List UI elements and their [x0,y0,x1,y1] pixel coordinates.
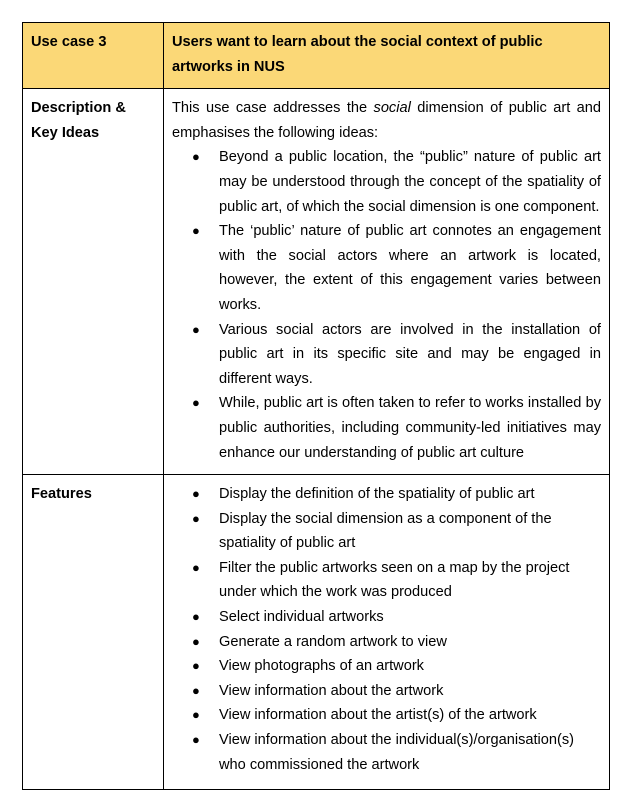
key-idea-text: While, public art is often taken to refer to works installed by public authorities, including community-led initiatives may enhance our understanding of public art culture [219,395,601,461]
bullet-icon: ● [192,486,200,502]
list-item [192,482,601,507]
feature-text: Select individual artworks [219,609,384,626]
description-intro [172,96,601,145]
key-idea-text: The ‘public’ nature of public art connotes an engagement with the social actors where an artwork is located, however, the extent of this engagement varies between works. [219,223,601,313]
list-item [192,679,601,704]
feature-text: View photographs of an artwork [219,658,424,675]
bullet-icon: ● [192,223,200,239]
list-item [192,391,601,465]
intro-italic-word: social [373,100,411,117]
description-content [164,89,610,475]
list-item [192,654,601,679]
use-case-number: Use case 3 [23,23,164,89]
description-label: Description & Key Ideas [23,89,164,475]
features-list [172,482,601,777]
intro-text-after: dimension of public art and emphasises the following ideas: [172,100,601,141]
header-row [23,23,610,89]
intro-text-before: This use case addresses the [172,100,374,117]
feature-text: Generate a random artwork to view [219,633,447,650]
list-item [192,703,601,728]
bullet-icon: ● [192,321,200,337]
bullet-icon: ● [192,395,200,411]
key-idea-text: Various social actors are involved in the installation of public art in its specific site and may be engaged in different ways. [219,321,601,387]
bullet-icon: ● [192,510,200,526]
features-content [164,475,610,790]
list-item [192,145,601,219]
features-label: Features [23,475,164,790]
bullet-icon: ● [192,149,200,165]
bullet-icon: ● [192,609,200,625]
bullet-icon: ● [192,559,200,575]
list-item [192,556,601,605]
bullet-icon: ● [192,658,200,674]
feature-text: Display the definition of the spatiality of public art [219,486,535,503]
description-row [23,89,610,475]
key-idea-text: Beyond a public location, the “public” nature of public art may be understood through the concept of the spatiality of public art, of which the social dimension is one component. [219,149,601,215]
use-case-table [22,22,610,790]
list-item [192,630,601,655]
feature-text: Display the social dimension as a component of the spatiality of public art [219,510,552,552]
feature-text: View information about the individual(s)/organisation(s) who commissioned the artwork [219,732,575,773]
bullet-icon: ● [192,633,200,649]
list-item [192,605,601,630]
bullet-icon: ● [192,707,200,723]
bullet-icon: ● [192,682,200,698]
use-case-title: Users want to learn about the social context of public artworks in NUS [164,23,610,89]
key-ideas-list [172,145,601,465]
list-item [192,728,601,777]
features-row [23,475,610,790]
list-item [192,219,601,317]
list-item [192,507,601,556]
list-item [192,318,601,392]
feature-text: Filter the public artworks seen on a map by the project under which the work was produced [219,559,570,601]
feature-text: View information about the artwork [219,682,444,699]
feature-text: View information about the artist(s) of the artwork [219,707,537,724]
bullet-icon: ● [192,732,200,748]
